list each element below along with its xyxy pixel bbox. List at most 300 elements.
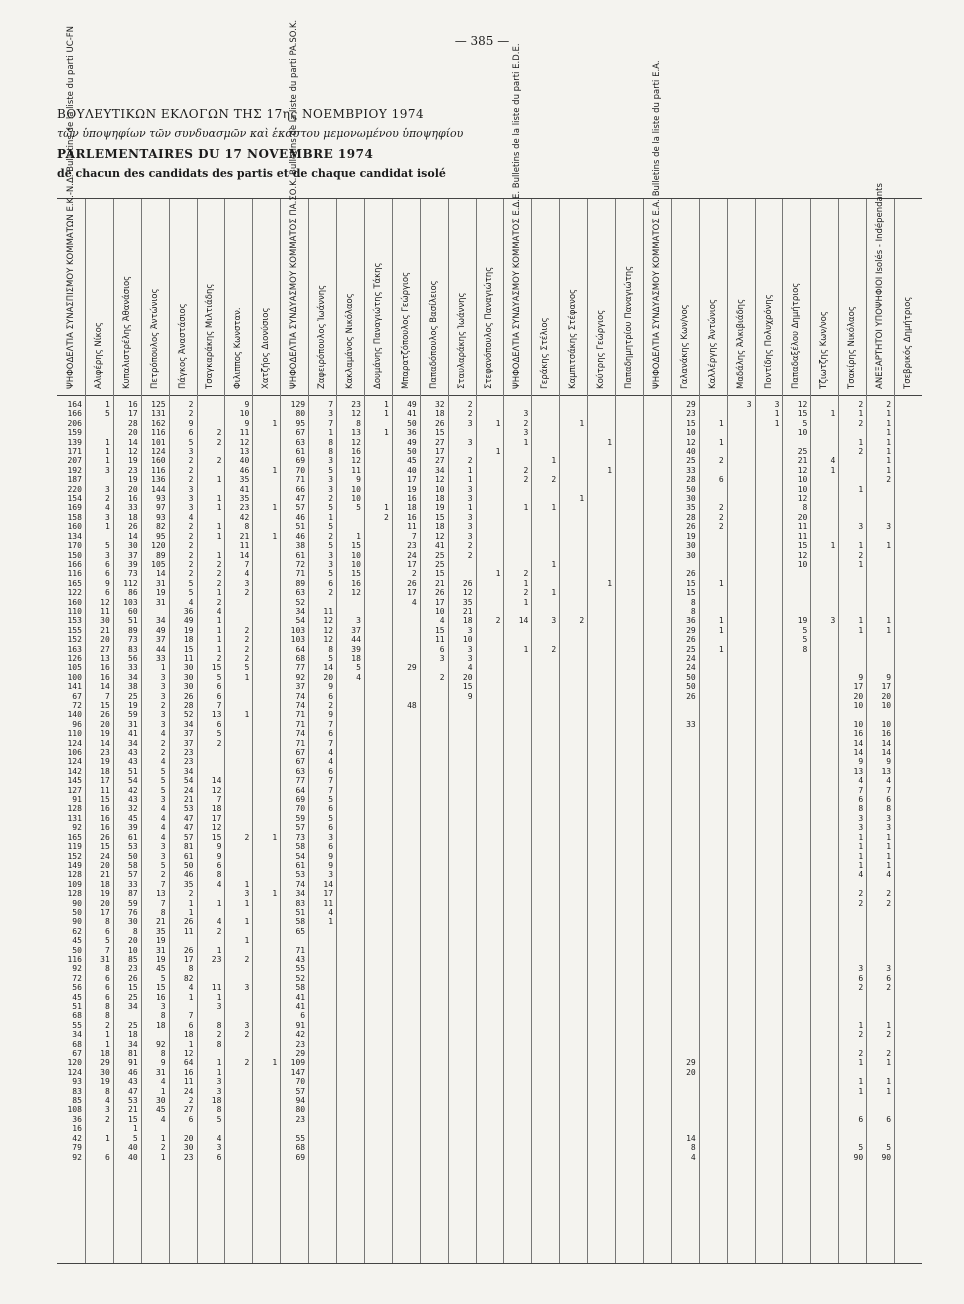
table-cell [783, 1002, 807, 1011]
table-cell [588, 1030, 612, 1039]
table-cell: 6 [188, 428, 194, 438]
table-cell [504, 400, 528, 409]
table-cell: 39 [351, 644, 361, 654]
table-cell [560, 936, 584, 945]
table-cell: 6 [858, 795, 864, 805]
table-cell: 68 [72, 1011, 82, 1021]
table-cell: 8 [160, 1049, 166, 1059]
table-cell: 21 [239, 531, 250, 541]
table-cell: 26 [100, 832, 110, 842]
table-cell [756, 861, 780, 870]
table-cell: 19 [155, 936, 166, 946]
table-cell [811, 739, 835, 748]
table-cell [644, 635, 668, 644]
table-cell: 9 [858, 672, 864, 682]
table-cell [560, 475, 584, 484]
table-cell: 1 [383, 503, 389, 513]
column-header [448, 199, 476, 395]
table-cell: 4 [356, 672, 361, 682]
table-cell: 3 [188, 494, 194, 504]
table-cell: 26 [183, 691, 194, 701]
table-cell: 1 [886, 541, 892, 551]
table-cell: 2 [188, 522, 194, 532]
table-cell [365, 616, 389, 625]
table-cell [895, 1105, 919, 1114]
table-cell: 2 [216, 578, 222, 588]
table-cell: 19 [686, 531, 696, 541]
table-cell: 1 [216, 531, 222, 541]
table-cell [337, 842, 361, 851]
table-cell: 4 [104, 503, 110, 513]
table-cell: 16 [183, 1067, 194, 1077]
table-cell [477, 946, 501, 955]
table-cell: 5 [216, 1114, 222, 1124]
table-cell [588, 1068, 612, 1077]
table-cell: 48 [407, 701, 417, 710]
table-cell: 2 [216, 597, 222, 607]
table-cell: 10 [797, 559, 808, 569]
table-cell [644, 823, 668, 832]
table-cell: 4 [216, 606, 222, 616]
table-cell: 10 [434, 606, 445, 616]
table-cell [728, 692, 752, 701]
table-cell [588, 626, 612, 635]
table-cell: 124 [67, 1067, 82, 1077]
table-cell: 25 [434, 550, 445, 560]
table-cell [756, 842, 780, 851]
table-cell: 70 [295, 465, 306, 475]
table-cell [700, 814, 724, 823]
table-cell [532, 541, 556, 550]
table-cell: 30 [686, 550, 696, 560]
data-column [756, 400, 780, 1162]
table-cell [616, 485, 640, 494]
column-header [280, 19, 308, 395]
table-cell [421, 692, 445, 701]
table-cell: 8 [104, 917, 110, 927]
table-cell: 3 [328, 409, 334, 419]
table-cell [337, 823, 361, 832]
table-cell [449, 776, 473, 785]
table-cell [811, 748, 835, 757]
table-cell: 6 [104, 983, 110, 993]
table-cell [477, 400, 501, 409]
table-cell: 1 [886, 625, 892, 635]
table-cell [839, 569, 863, 578]
table-cell [672, 701, 696, 710]
table-cell [839, 475, 863, 484]
table-cell [309, 983, 333, 992]
table-cell: 24 [686, 653, 696, 663]
table-cell: 42 [128, 785, 138, 795]
table-cell: 159 [67, 428, 82, 438]
table-cell: 33 [686, 719, 696, 729]
table-cell: 1 [886, 1077, 892, 1087]
table-cell [477, 579, 501, 588]
table-cell: 1 [858, 860, 864, 870]
table-cell [728, 560, 752, 569]
table-cell: 8 [690, 606, 696, 616]
table-cell: 1 [216, 503, 222, 513]
table-cell [560, 1096, 584, 1105]
table-cell: 61 [295, 860, 306, 870]
table-cell [253, 475, 277, 484]
table-cell [756, 1153, 780, 1162]
table-cell: 3 [858, 823, 864, 833]
table-cell [337, 522, 361, 531]
table-cell: 10 [881, 719, 892, 729]
table-cell: 49 [155, 625, 166, 635]
table-cell [867, 710, 891, 719]
table-cell [867, 607, 891, 616]
table-cell [532, 964, 556, 973]
table-cell [225, 908, 249, 917]
table-cell [672, 1096, 696, 1105]
table-cell [560, 917, 584, 926]
table-cell: 1 [272, 832, 278, 842]
table-cell [895, 899, 919, 908]
table-cell [532, 917, 556, 926]
table-cell: 12 [434, 475, 445, 485]
table-cell [811, 1049, 835, 1058]
table-cell [783, 729, 807, 738]
table-cell: 1 [272, 889, 278, 899]
table-cell [756, 532, 780, 541]
table-cell: 3 [104, 484, 110, 494]
table-cell [895, 503, 919, 512]
table-cell: 9 [886, 672, 892, 682]
table-cell [532, 927, 556, 936]
table-cell [477, 1002, 501, 1011]
table-cell [477, 541, 501, 550]
table-cell [504, 927, 528, 936]
table-cell: 4 [858, 776, 864, 786]
table-cell: 33 [686, 465, 696, 475]
table-cell: 4 [328, 757, 334, 767]
table-cell [644, 908, 668, 917]
table-cell [393, 861, 417, 870]
table-cell [811, 927, 835, 936]
table-cell [532, 1124, 556, 1133]
table-cell [225, 701, 249, 710]
table-cell [477, 1105, 501, 1114]
table-cell [477, 899, 501, 908]
table-cell [756, 598, 780, 607]
table-cell [700, 739, 724, 748]
table-cell [504, 1134, 528, 1143]
table-cell [588, 1058, 612, 1067]
table-cell [644, 1105, 668, 1114]
table-cell: 59 [128, 710, 138, 720]
table-cell: 6 [104, 992, 110, 1002]
table-cell: 33 [128, 879, 138, 889]
table-cell: 1 [523, 503, 529, 513]
table-cell [365, 899, 389, 908]
table-cell [756, 795, 780, 804]
table-cell [728, 682, 752, 691]
table-cell: 91 [295, 1020, 306, 1030]
table-cell [449, 701, 473, 710]
table-cell [839, 908, 863, 917]
table-cell [811, 889, 835, 898]
table-cell [672, 776, 696, 785]
table-cell [811, 899, 835, 908]
table-cell: 25 [434, 559, 445, 569]
table-cell [449, 428, 473, 437]
table-cell [253, 842, 277, 851]
table-cell [504, 654, 528, 663]
table-cell [756, 1040, 780, 1049]
table-cell [895, 795, 919, 804]
table-cell [337, 899, 361, 908]
table-cell [309, 1096, 333, 1105]
table-cell [672, 814, 696, 823]
table-cell: 1 [718, 578, 724, 588]
table-cell [560, 503, 584, 512]
table-cell: 16 [100, 823, 110, 833]
table-cell: 3 [160, 672, 166, 682]
table-cell [783, 1124, 807, 1133]
column-header [503, 43, 531, 395]
table-cell: 4 [467, 663, 473, 673]
data-column [644, 400, 668, 1162]
table-cell [895, 466, 919, 475]
table-cell [616, 720, 640, 729]
table-cell: 8 [690, 1143, 696, 1153]
table-cell [700, 428, 724, 437]
table-cell: 2 [188, 531, 194, 541]
table-cell [644, 598, 668, 607]
table-cell [560, 701, 584, 710]
table-cell [756, 701, 780, 710]
table-cell [504, 1115, 528, 1124]
table-cell [449, 1115, 473, 1124]
table-cell [616, 645, 640, 654]
table-cell [337, 804, 361, 813]
table-cell [309, 1105, 333, 1114]
table-cell: 65 [295, 926, 306, 936]
table-cell [811, 447, 835, 456]
table-cell: 30 [128, 541, 138, 551]
table-cell [783, 833, 807, 842]
table-cell: 7 [244, 559, 250, 569]
column-header [531, 199, 559, 395]
table-cell [560, 673, 584, 682]
table-cell: 3 [244, 983, 250, 993]
table-cell: 144 [151, 484, 166, 494]
table-cell [225, 692, 249, 701]
table-cell: 35 [183, 879, 194, 889]
table-cell: 61 [128, 832, 138, 842]
table-cell: 2 [188, 889, 194, 899]
table-cell [309, 1087, 333, 1096]
table-cell: 8 [160, 907, 166, 917]
table-cell [839, 1002, 863, 1011]
table-cell [644, 428, 668, 437]
table-cell: 31 [155, 578, 166, 588]
table-cell [253, 964, 277, 973]
table-cell: 35 [462, 597, 473, 607]
table-cell [477, 607, 501, 616]
table-cell [532, 870, 556, 879]
table-cell: 6 [858, 1114, 864, 1124]
table-cell [477, 654, 501, 663]
table-cell [644, 663, 668, 672]
table-cell: 106 [67, 748, 82, 758]
table-cell [365, 870, 389, 879]
table-cell: 17 [100, 907, 110, 917]
table-cell: 2 [216, 926, 222, 936]
table-cell [644, 419, 668, 428]
table-cell [421, 1021, 445, 1030]
table-cell: 55 [295, 1133, 306, 1143]
table-cell [560, 993, 584, 1002]
table-cell [644, 409, 668, 418]
table-cell: 3 [551, 616, 557, 626]
table-cell: 1 [467, 475, 473, 485]
table-cell: 1 [858, 1058, 864, 1068]
table-cell [672, 1021, 696, 1030]
table-cell [588, 447, 612, 456]
table-cell: 3 [328, 550, 334, 560]
table-cell [477, 852, 501, 861]
table-cell: 1 [718, 418, 724, 428]
table-cell [700, 720, 724, 729]
table-cell [700, 908, 724, 917]
table-cell [700, 1058, 724, 1067]
table-cell: 15 [100, 795, 110, 805]
table-cell: 91 [72, 795, 82, 805]
table-cell [532, 983, 556, 992]
table-cell [700, 1002, 724, 1011]
table-cell: 6 [216, 1152, 222, 1162]
table-cell [867, 654, 891, 663]
table-cell: 124 [151, 447, 166, 457]
data-column [421, 400, 445, 1162]
table-cell [616, 814, 640, 823]
table-cell: 20 [323, 672, 334, 682]
table-cell [756, 1096, 780, 1105]
table-cell [867, 1124, 891, 1133]
table-cell [783, 927, 807, 936]
table-cell: 5 [216, 729, 222, 739]
table-cell [253, 1030, 277, 1039]
table-cell [365, 804, 389, 813]
table-cell [560, 852, 584, 861]
table-cell: 67 [72, 1049, 82, 1059]
table-cell [728, 880, 752, 889]
data-column [588, 400, 612, 1162]
table-cell [504, 513, 528, 522]
table-cell: 12 [323, 616, 334, 626]
table-cell [477, 466, 501, 475]
table-cell [421, 823, 445, 832]
table-cell: 136 [151, 475, 166, 485]
table-cell: 7 [160, 898, 166, 908]
table-cell: 2 [858, 550, 864, 560]
table-cell [783, 767, 807, 776]
table-cell [560, 974, 584, 983]
table-cell [867, 503, 891, 512]
table-cell: 18 [211, 804, 222, 814]
table-cell [449, 1021, 473, 1030]
table-cell: 55 [72, 1020, 82, 1030]
table-cell: 10 [351, 550, 361, 560]
table-cell [756, 974, 780, 983]
table-cell [421, 842, 445, 851]
table-cell [672, 1040, 696, 1049]
table-cell [504, 993, 528, 1002]
table-cell: 164 [67, 400, 82, 409]
table-cell: 1 [272, 1058, 278, 1068]
table-cell [616, 1124, 640, 1133]
table-cell [365, 964, 389, 973]
table-cell [839, 456, 863, 465]
table-cell: 1 [495, 569, 501, 579]
table-cell [839, 936, 863, 945]
table-cell [783, 682, 807, 691]
table-cell [337, 1134, 361, 1143]
table-cell: 13 [239, 447, 250, 457]
column-header [336, 199, 364, 395]
table-cell: 72 [295, 559, 306, 569]
table-cell: 128 [67, 889, 82, 899]
table-cell [644, 400, 668, 409]
table-cell: 12 [211, 823, 222, 833]
table-cell: 14 [881, 738, 892, 748]
table-cell [616, 438, 640, 447]
table-cell [365, 701, 389, 710]
table-cell [532, 720, 556, 729]
table-cell [225, 1049, 249, 1058]
table-cell [365, 795, 389, 804]
table-cell [337, 880, 361, 889]
table-cell: 103 [290, 635, 306, 645]
table-cell [365, 993, 389, 1002]
table-cell [393, 1068, 417, 1077]
table-cell [421, 776, 445, 785]
column-header [699, 199, 727, 395]
table-cell: 8 [690, 597, 696, 607]
table-cell [728, 983, 752, 992]
table-cell [895, 776, 919, 785]
table-cell: 1 [244, 898, 250, 908]
table-cell: 8 [802, 644, 808, 654]
table-cell: 30 [686, 541, 696, 551]
table-cell [756, 541, 780, 550]
table-cell: 7 [411, 531, 417, 541]
table-cell [393, 917, 417, 926]
column-header-label: ΨΗΦΟΔΕΛΤΙΑ ΣΥΝΔΥΑΣΜΟΥ ΚΟΜΜΑΤΟΣ Ε.Α. Bulletins de la liste du parti E.A. [651, 60, 662, 389]
column-divider [252, 199, 253, 1263]
table-cell [421, 786, 445, 795]
table-cell [728, 946, 752, 955]
table-cell: 160 [67, 522, 82, 532]
table-cell [867, 1002, 891, 1011]
table-cell: 50 [128, 851, 138, 861]
table-cell: 35 [239, 494, 250, 504]
table-cell: 53 [295, 870, 306, 880]
table-cell [616, 833, 640, 842]
table-cell [644, 964, 668, 973]
table-cell: 5 [244, 663, 250, 673]
table-cell [365, 927, 389, 936]
table-cell [477, 635, 501, 644]
table-cell [365, 1153, 389, 1162]
table-cell [504, 955, 528, 964]
table-cell [811, 1105, 835, 1114]
table-cell [811, 513, 835, 522]
